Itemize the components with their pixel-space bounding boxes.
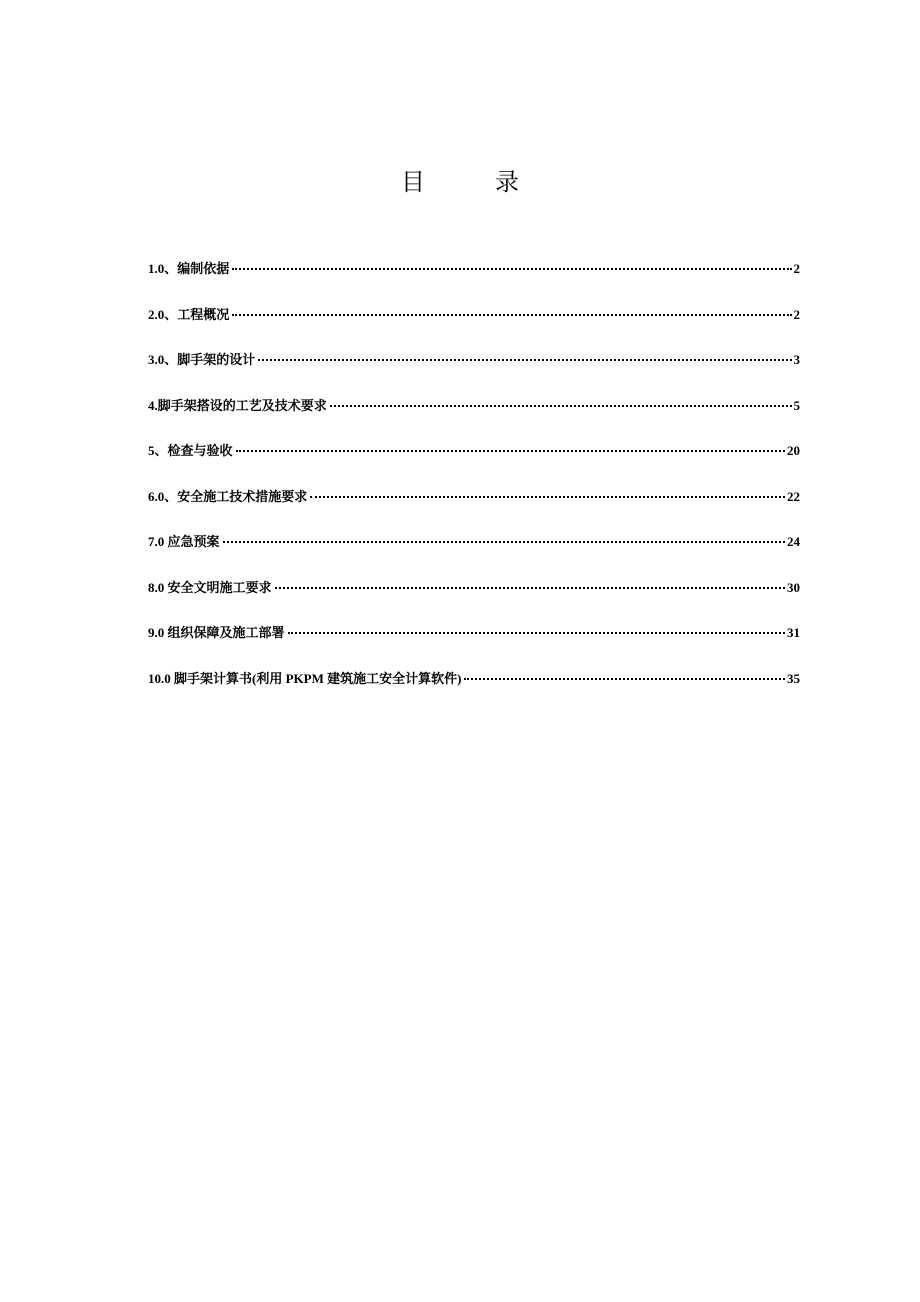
toc-title-right: 录 bbox=[495, 168, 519, 196]
toc-entry-page: 20 bbox=[787, 443, 800, 458]
toc-entry[interactable] bbox=[148, 349, 800, 395]
toc-entry-page: 30 bbox=[787, 579, 800, 595]
toc-entry-page: 31 bbox=[787, 625, 800, 640]
toc-entry-label: 2.0、工程概况 bbox=[148, 306, 230, 322]
toc-leader-dots bbox=[275, 587, 785, 589]
toc-entry-label: 1.0、编制依据 bbox=[148, 261, 230, 276]
toc-entry-label: 6.0、安全施工技术措施要求 bbox=[148, 488, 308, 504]
toc-entry[interactable] bbox=[148, 531, 800, 577]
toc-entry-label: 5、检查与验收 bbox=[148, 443, 233, 458]
toc-entry[interactable] bbox=[148, 258, 800, 304]
toc-leader-dots bbox=[330, 405, 792, 407]
toc-entry-page: 24 bbox=[787, 534, 800, 549]
toc-entry-page: 3 bbox=[793, 352, 800, 367]
toc-entry-label: 3.0、脚手架的设计 bbox=[148, 352, 256, 367]
toc-entry[interactable] bbox=[148, 395, 800, 441]
toc-leader-dots bbox=[310, 496, 785, 498]
toc-entry-label: 4.脚手架搭设的工艺及技术要求 bbox=[148, 397, 327, 413]
toc-title bbox=[0, 166, 920, 198]
toc-entry-label: 9.0 组织保障及施工部署 bbox=[148, 625, 285, 640]
toc-entry-page: 2 bbox=[793, 261, 800, 276]
toc-entry-label: 8.0 安全文明施工要求 bbox=[148, 579, 272, 595]
toc-entry[interactable] bbox=[148, 486, 800, 532]
toc-leader-dots bbox=[464, 678, 785, 680]
toc-leader-dots bbox=[236, 450, 785, 452]
toc-leader-dots bbox=[232, 314, 791, 316]
toc-entry-page: 2 bbox=[793, 306, 800, 322]
toc-entry-label: 10.0 脚手架计算书(利用 PKPM 建筑施工安全计算软件) bbox=[148, 670, 462, 686]
toc-entry[interactable] bbox=[148, 668, 800, 714]
toc-entry-page: 35 bbox=[787, 670, 800, 686]
toc-leader-dots bbox=[223, 541, 785, 543]
toc-entry[interactable] bbox=[148, 440, 800, 486]
toc-entry[interactable] bbox=[148, 577, 800, 623]
toc-entry[interactable] bbox=[148, 304, 800, 350]
toc-entry-page: 22 bbox=[787, 488, 800, 504]
toc-list bbox=[148, 258, 800, 713]
toc-entry-label: 7.0 应急预案 bbox=[148, 534, 220, 549]
toc-entry[interactable] bbox=[148, 622, 800, 668]
toc-leader-dots bbox=[232, 268, 791, 270]
toc-leader-dots bbox=[258, 359, 791, 361]
toc-entry-page: 5 bbox=[793, 397, 800, 413]
toc-title-left: 目 bbox=[401, 168, 425, 196]
toc-leader-dots bbox=[288, 632, 785, 634]
